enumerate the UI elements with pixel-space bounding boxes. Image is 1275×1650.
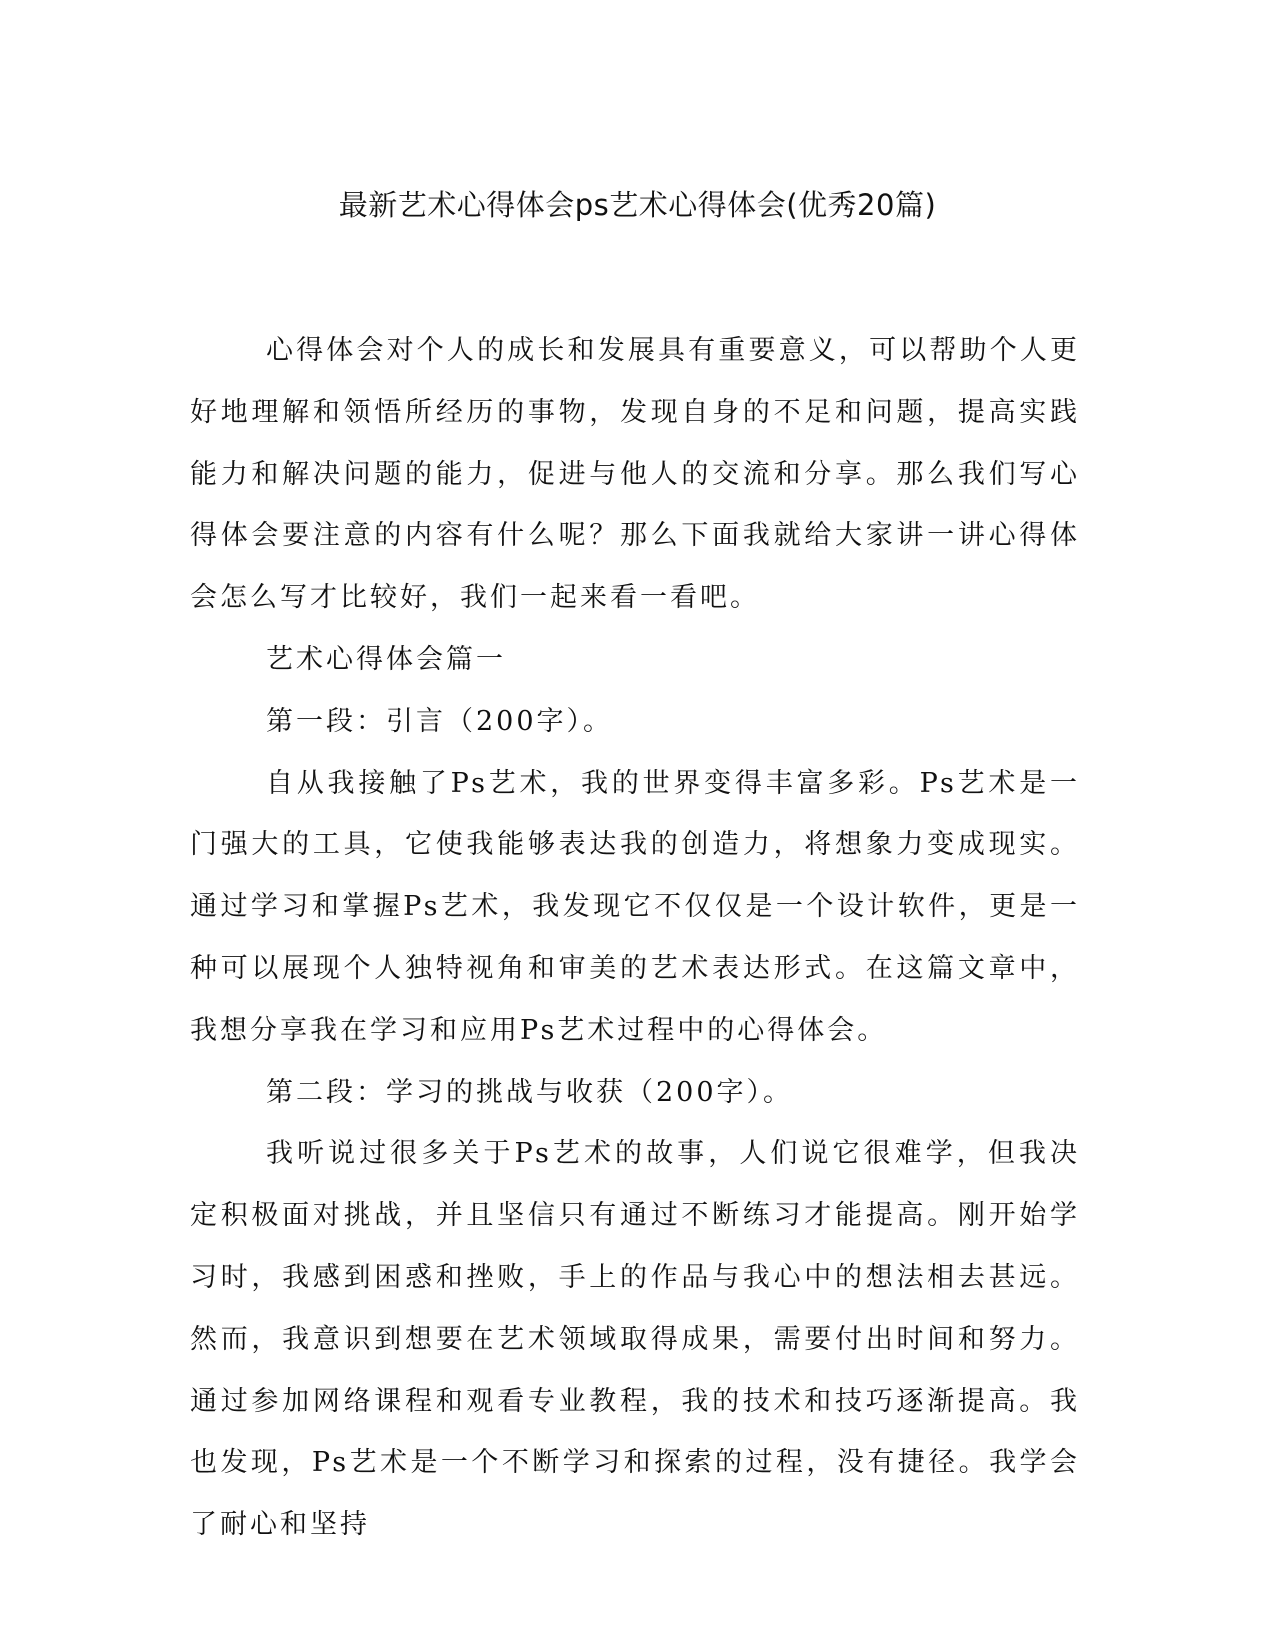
- intro-paragraph: 心得体会对个人的成长和发展具有重要意义，可以帮助个人更好地理解和领悟所经历的事物，发现自身的不足和问题，提高实践能力和解决问题的能力，促进与他人的交流和分享。那么我们写心得体会要注意的内容有什么呢？那么下面我就给大家讲一讲心得体会怎么写才比较好，我们一起来看一看吧。: [190, 335, 1080, 614]
- document-body: [190, 320, 1080, 1556]
- document-title: 最新艺术心得体会ps艺术心得体会(优秀20篇): [338, 188, 937, 222]
- paragraph-introduction: 自从我接触了Ps艺术，我的世界变得丰富多彩。Ps艺术是一门强大的工具，它使我能够表达我的创造力，将想象力变成现实。通过学习和掌握Ps艺术，我发现它不仅仅是一个设计软件，更是一种可以展现个人独特视角和审美的艺术表达形式。在这篇文章中，我想分享我在学习和应用Ps艺术过程中的心得体会。: [190, 767, 1080, 1046]
- paragraph-challenges: 我听说过很多关于Ps艺术的故事，人们说它很难学，但我决定积极面对挑战，并且坚信只有通过不断练习才能提高。刚开始学习时，我感到困惑和挫败，手上的作品与我心中的想法相去甚远。然而，我意识到想要在艺术领域取得成果，需要付出时间和努力。通过参加网络课程和观看专业教程，我的技术和技巧逐渐提高。我也发现，Ps艺术是一个不断学习和探索的过程，没有捷径。我学会了耐心和坚持: [190, 1138, 1080, 1541]
- subheading-introduction: 第一段：引言（200字）。: [266, 705, 614, 737]
- subheading-challenges: 第二段：学习的挑战与收获（200字）。: [266, 1076, 794, 1108]
- section-heading-part-one: 艺术心得体会篇一: [266, 643, 506, 675]
